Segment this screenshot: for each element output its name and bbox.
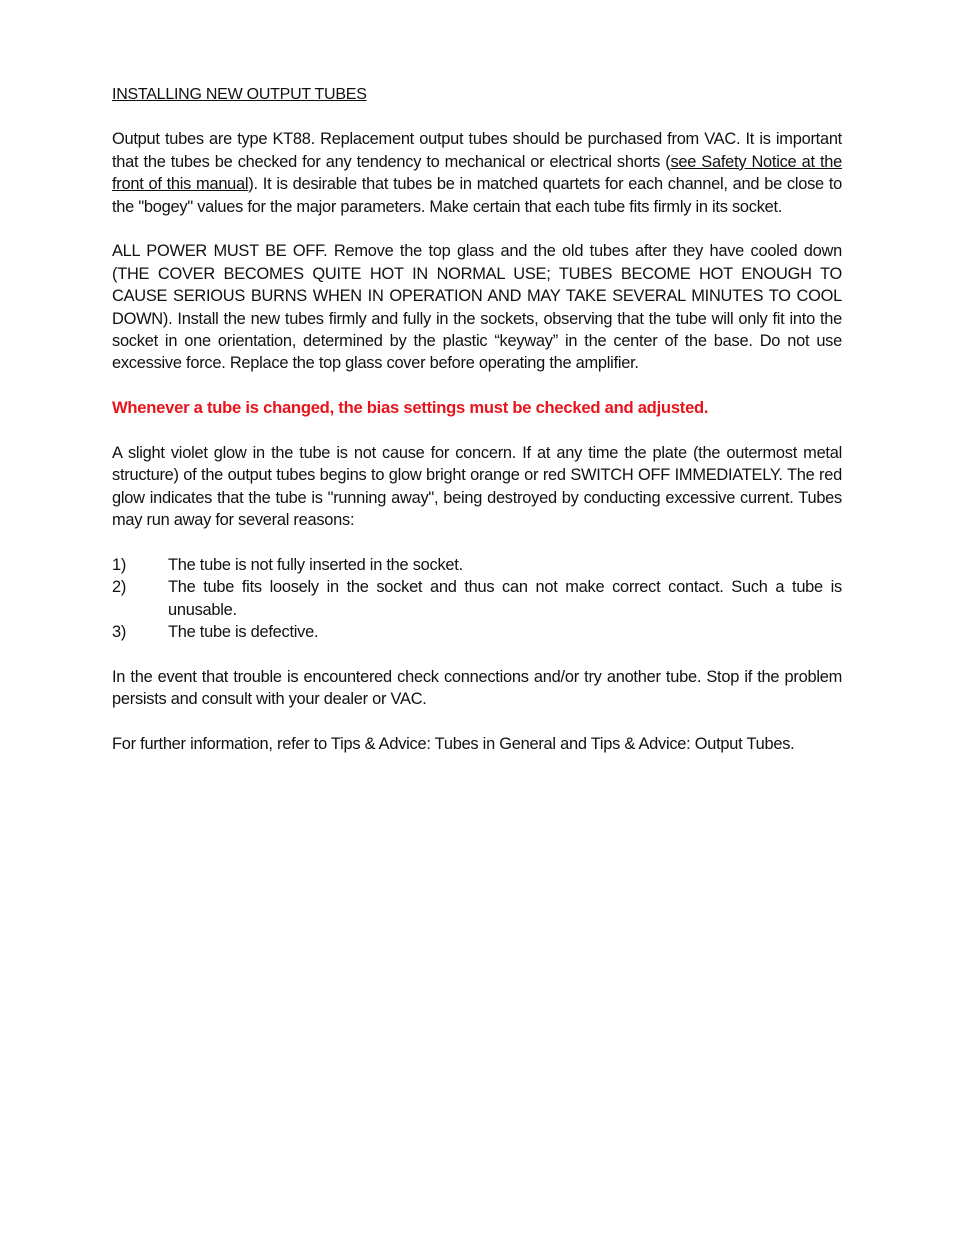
paragraph-text: ). It is desirable that tubes be in matched quartets for each channel, and be close to the "bogey" values for the major parameters. Make certain that each tube fits firmly in its socket. [112, 175, 842, 216]
paragraph-text: Output tubes are type KT88. Replacement output tubes should be purchased from VAC. It is important that the tubes be checked for any tendency to mechanical or electrical shorts ( [112, 130, 842, 171]
paragraph-output-tubes [112, 128, 842, 218]
list-number: 1) [112, 556, 127, 575]
bias-warning: Whenever a tube is changed, the bias settings must be checked and adjusted. [112, 398, 709, 418]
list-text: The tube is not fully inserted in the socket. [168, 556, 463, 575]
list-text: The tube is defective. [168, 623, 319, 642]
paragraph-power-off: ALL POWER MUST BE OFF. Remove the top glass and the old tubes after they have cooled down (THE COVER BECOMES QUITE HOT IN NORMAL USE; TUBES BECOME HOT ENOUGH TO CAUSE SERIOUS BURNS WHEN IN OPERATION AND MAY TAKE SEVERAL MINUTES TO COOL DOWN). Install the new tubes firmly and fully in the sockets, observing that the tube will only fit into the socket in one orientation, determined by the plastic “keyway” in the center of the base. Do not use excessive force. Replace the top glass cover before operating the amplifier. [112, 242, 842, 373]
paragraph-trouble: In the event that trouble is encountered check connections and/or try another tube. Stop if the problem persists and consult with your dealer or VAC. [112, 668, 842, 709]
list-item [112, 576, 842, 621]
list-number: 3) [112, 623, 127, 642]
safety-notice-link[interactable]: see Safety Notice at the front of this manual [112, 152, 842, 194]
paragraph-further-info: For further information, refer to Tips & Advice: Tubes in General and Tips & Advice: Output Tubes. [112, 735, 795, 754]
list-item [112, 554, 842, 576]
reasons-list [112, 554, 842, 644]
list-text: The tube fits loosely in the socket and thus can not make correct contact. Such a tube is unusable. [168, 578, 842, 619]
paragraph-violet-glow: A slight violet glow in the tube is not cause for concern. If at any time the plate (the outermost metal structure) of the output tubes begins to glow bright orange or red SWITCH OFF IMMEDIATELY. The red glow indicates that the tube is "running away", being destroyed by conducting excessive current. Tubes may run away for several reasons: [112, 444, 842, 530]
section-heading: INSTALLING NEW OUTPUT TUBES [112, 86, 367, 103]
list-number: 2) [112, 578, 127, 597]
document-page [112, 84, 842, 778]
list-item [112, 621, 842, 643]
